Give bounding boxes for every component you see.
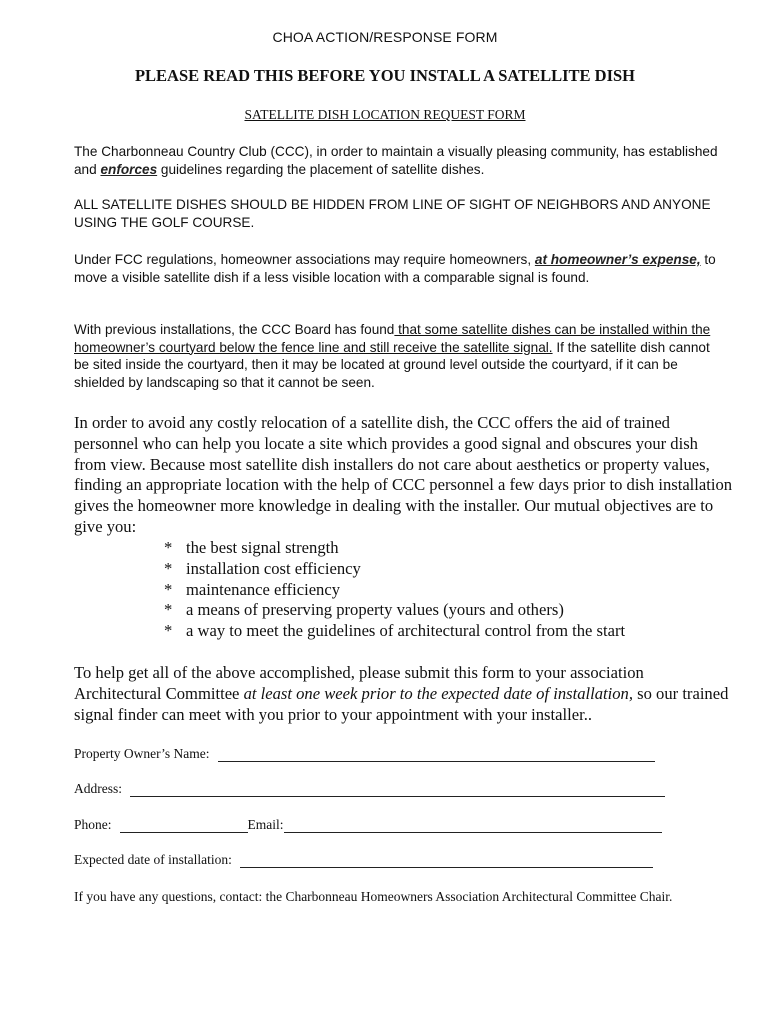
relocation-paragraph: In order to avoid any costly relocation of a satellite dish, the CCC offers the aid of trained personnel who can help you locate a site which provides a good signal and obscures your dish from view. Because most satellite dish installers do not care about aesthetics or property values, finding an appropriate location with the help of CCC personnel a few days prior to dish installation gives the homeowner more knowledge in dealing with the installer. Our mutual objectives are to give you: [74,413,733,536]
install-date-field [74,852,653,868]
intro-paragraph: The Charbonneau Country Club (CCC), in order to maintain a visually pleasing community, has established and enforces guidelines regarding the placement of satellite dishes. [74,144,718,177]
address-label: Address: [74,781,122,796]
deadline-emphasis: at least one week prior to the expected date of installation, [243,683,633,703]
list-item: * maintenance efficiency [164,579,341,599]
owner-name-label: Property Owner’s Name: [74,746,210,761]
fcc-paragraph: Under FCC regulations, homeowner associations may require homeowners, at homeowner’s expense, to move a visible satellite dish if a less visible location with a comparable signal is found. [74,252,716,285]
asterisk-bullet: * [164,621,173,641]
asterisk-bullet: * [164,579,173,599]
list-item: * a way to meet the guidelines of architectural control from the start [164,621,626,641]
line-of-sight-rule: ALL SATELLITE DISHES SHOULD BE HIDDEN FROM LINE OF SIGHT OF NEIGHBORS AND ANYONE USING THE GOLF COURSE. [74,197,711,230]
install-date-label: Expected date of installation: [74,852,232,867]
submit-instructions: To help get all of the above accomplished, please submit this form to your association Architectural Committee at least one week prior to the expected date of installation, so our trained signal finder can meet with you prior to your appointment with your installer.. [74,663,729,724]
owner-name-input[interactable] [218,747,655,762]
asterisk-bullet: * [164,538,173,557]
form-subtitle: SATELLITE DISH LOCATION REQUEST FORM [244,107,526,122]
list-item: * installation cost efficiency [164,558,361,578]
previous-installations-paragraph: With previous installations, the CCC Board has found that some satellite dishes can be installed within the homeowner’s courtyard below the fence line and still receive the satellite signal. If the satellite dish cannot be sited inside the courtyard, then it may be located at ground level outside the courtyard, if it can be shielded by landscaping so that it cannot be seen. [74,322,711,390]
phone-label: Phone: [74,817,112,832]
courtyard-underline: that some satellite dishes can be installed within the homeowner’s courtyard below the fence line and still receive the satellite signal. [74,322,711,355]
address-field [74,781,665,797]
page-title: PLEASE READ THIS BEFORE YOU INSTALL A SATELLITE DISH [134,66,636,85]
list-item: * the best signal strength [164,538,339,557]
asterisk-bullet: * [164,558,173,578]
contact-note: If you have any questions, contact: the Charbonneau Homeowners Association Architectural Committee Chair. [74,889,673,904]
phone-email-field [74,817,662,833]
address-input[interactable] [130,782,665,797]
asterisk-bullet: * [164,600,173,620]
enforces-emphasis: enforces [100,161,158,177]
objectives-list [164,538,625,642]
expense-emphasis: at homeowner’s expense, [534,252,701,267]
email-label: Email: [247,817,284,832]
list-item: * a means of preserving property values (yours and others) [164,600,564,620]
phone-input[interactable] [120,818,248,833]
form-label: CHOA ACTION/RESPONSE FORM [272,29,498,45]
email-input[interactable] [284,818,662,833]
owner-name-field [74,746,655,762]
install-date-input[interactable] [240,853,653,868]
